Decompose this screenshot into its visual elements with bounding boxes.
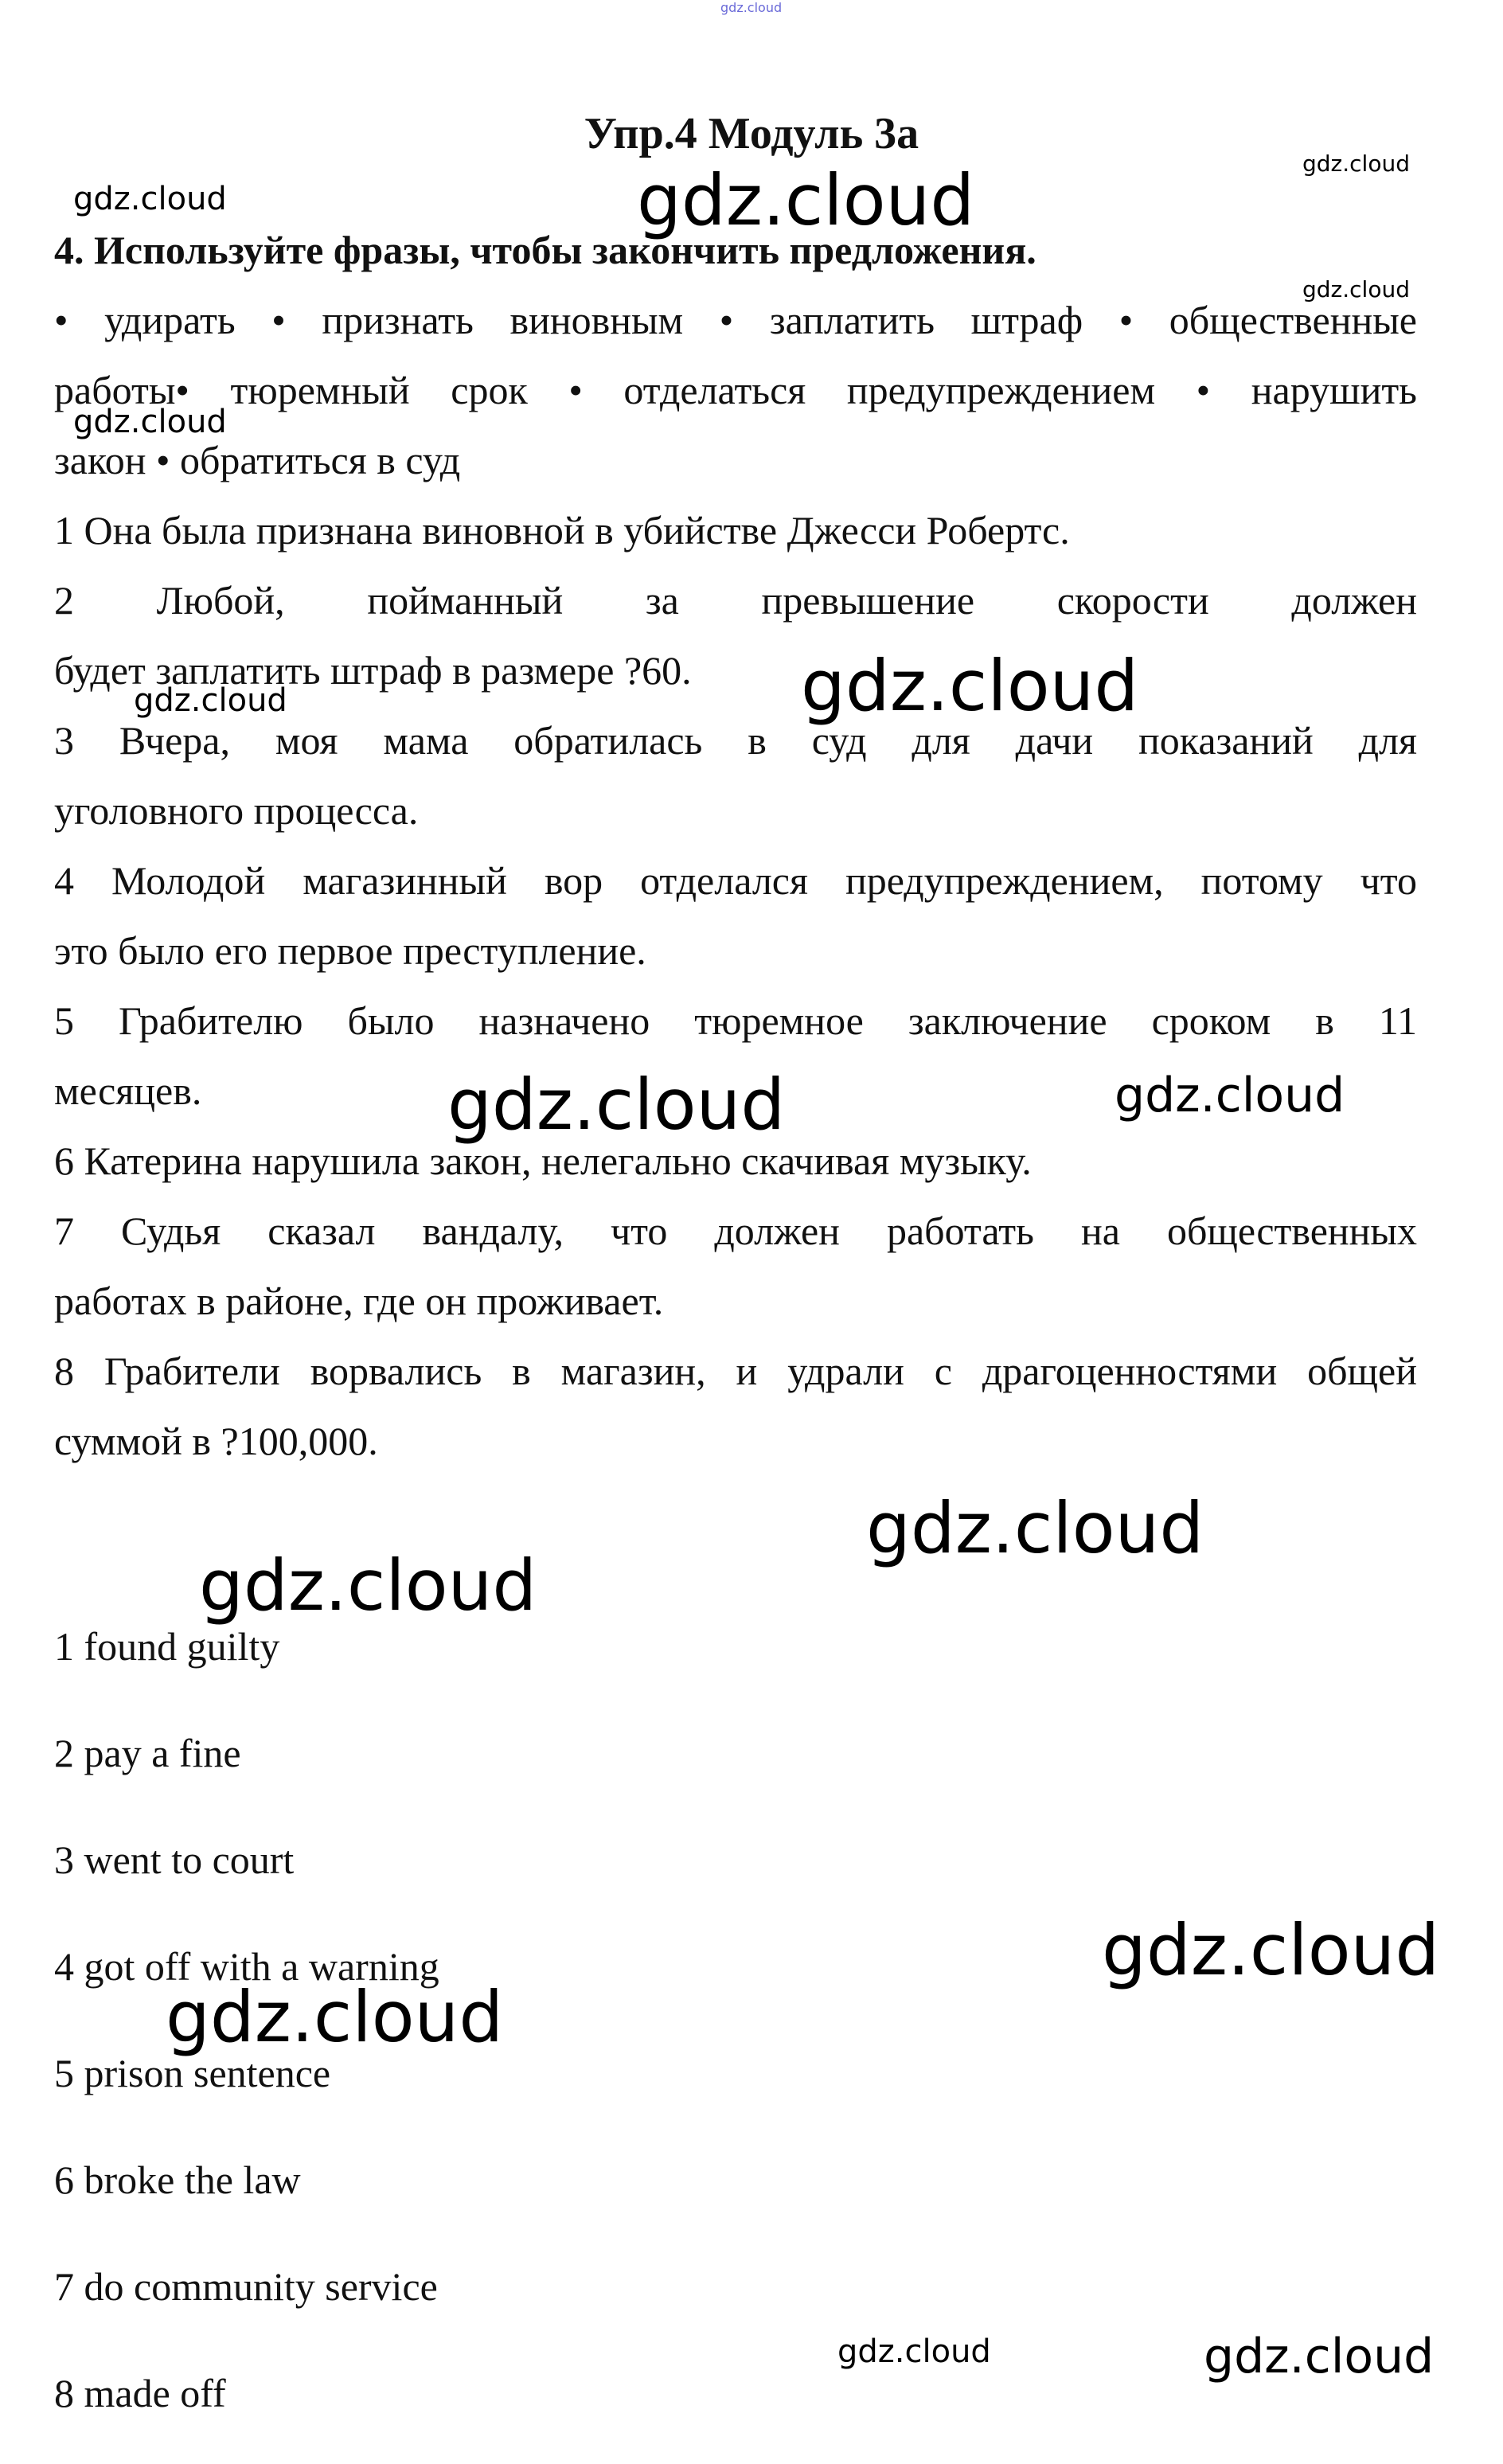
answer-2: 2 pay a fine <box>54 1731 241 1775</box>
translation-8-line-2: суммой в ?100,000. <box>54 1419 378 1463</box>
translation-3-line-1: 3 Вчера, моя мама обратилась в суд для дачи показаний для <box>54 718 1417 763</box>
watermark: gdz.cloud <box>1302 150 1410 177</box>
watermark: gdz.cloud <box>1302 276 1410 303</box>
translation-2-line-1: 2 Любой, пойманный за превышение скорости должен <box>54 578 1417 623</box>
watermark: gdz.cloud <box>73 404 227 440</box>
watermark: gdz.cloud <box>866 1487 1204 1569</box>
translation-5-line-2: месяцев. <box>54 1068 202 1113</box>
watermark: gdz.cloud <box>1115 1068 1345 1123</box>
watermark: gdz.cloud <box>637 159 975 241</box>
translation-4-line-2: это было его первое преступление. <box>54 928 646 973</box>
watermark: gdz.cloud <box>134 682 287 719</box>
top-watermark: gdz.cloud <box>720 0 783 15</box>
answer-6: 6 broke the law <box>54 2157 301 2202</box>
translation-1: 1 Она была признана виновной в убийстве Джесси Робертс. <box>54 508 1070 553</box>
answer-5: 5 prison sentence <box>54 2051 331 2095</box>
translation-2-line-2: будет заплатить штраф в размере ?60. <box>54 648 692 693</box>
page-title: Упр.4 Модуль 3а <box>584 109 919 158</box>
translation-5-line-1: 5 Грабителю было назначено тюремное заключение сроком в 11 <box>54 998 1417 1043</box>
answer-1: 1 found guilty <box>54 1624 280 1669</box>
translation-6: 6 Катерина нарушила закон, нелегально скачивая музыку. <box>54 1138 1032 1183</box>
answer-7: 7 do community service <box>54 2264 438 2309</box>
phrases-line-3: закон • обратиться в суд <box>54 438 461 482</box>
translation-3-line-2: уголовного процесса. <box>54 788 419 833</box>
phrases-line-2: работы• тюремный срок • отделаться предупреждением • нарушить <box>54 368 1417 412</box>
watermark: gdz.cloud <box>1204 2329 1435 2384</box>
watermark: gdz.cloud <box>1102 1909 1440 1991</box>
watermark: gdz.cloud <box>801 645 1139 727</box>
phrases-line-1: • удирать • признать виновным • заплатить штраф • общественные <box>54 298 1417 342</box>
watermark: gdz.cloud <box>837 2333 991 2370</box>
watermark: gdz.cloud <box>73 181 227 217</box>
answer-3: 3 went to court <box>54 1837 295 1882</box>
task-prompt: 4. Используйте фразы, чтобы закончить предложения. <box>54 228 1036 272</box>
answer-8: 8 made off <box>54 2371 226 2415</box>
translation-4-line-1: 4 Молодой магазинный вор отделался предупреждением, потому что <box>54 858 1417 903</box>
watermark: gdz.cloud <box>166 1976 504 2058</box>
watermark: gdz.cloud <box>447 1064 786 1146</box>
translation-7-line-2: работах в районе, где он проживает. <box>54 1279 664 1323</box>
watermark: gdz.cloud <box>199 1544 537 1626</box>
translation-8-line-1: 8 Грабители ворвались в магазин, и удрали с драгоценностями общей <box>54 1349 1417 1393</box>
answer-4: 4 got off with a warning <box>54 1944 439 1989</box>
translation-7-line-1: 7 Судья сказал вандалу, что должен работать на общественных <box>54 1209 1417 1253</box>
